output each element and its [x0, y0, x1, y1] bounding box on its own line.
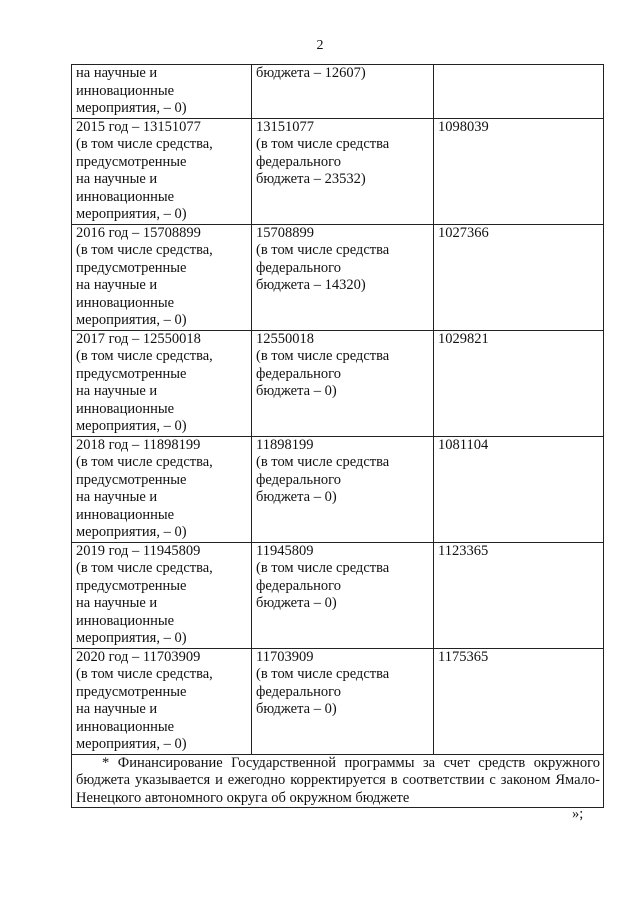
- cell-line: (в том числе средства,: [76, 136, 213, 152]
- cell-line: на научные и: [76, 701, 158, 717]
- cell-line: 1098039: [438, 118, 489, 135]
- table-row: [72, 65, 604, 119]
- cell-line: (в том числе средства,: [76, 560, 213, 576]
- district-budget-cell: [252, 65, 434, 119]
- cell-line: мероприятия, – 0): [76, 100, 187, 116]
- cell-line: мероприятия, – 0): [76, 524, 187, 540]
- table-row: [72, 330, 604, 436]
- table-row: [72, 436, 604, 542]
- district-budget-cell: [252, 330, 434, 436]
- cell-line: инновационные: [76, 718, 175, 735]
- cell-line: мероприятия, – 0): [76, 418, 187, 434]
- cell-line: 15708899: [256, 224, 314, 241]
- cell-line: бюджета – 0): [256, 383, 337, 399]
- cell-line: 2020 год – 11703909: [76, 648, 201, 665]
- extra-funding-cell: [434, 118, 604, 224]
- cell-line: 12550018: [256, 330, 314, 347]
- cell-line: (в том числе средства: [256, 242, 390, 258]
- table-row: [72, 648, 604, 754]
- cell-line: 1123365: [438, 542, 489, 559]
- footnote-row: [72, 754, 604, 808]
- cell-line: 1081104: [438, 436, 489, 453]
- cell-line: бюджета – 0): [256, 489, 337, 505]
- cell-line: на научные и: [76, 277, 158, 293]
- extra-funding-cell: [434, 65, 604, 119]
- cell-line: предусмотренные: [76, 259, 187, 276]
- cell-line: на научные и: [76, 595, 158, 611]
- cell-line: предусмотренные: [76, 471, 187, 488]
- cell-line: инновационные: [76, 400, 175, 417]
- cell-line: федерального: [256, 683, 341, 700]
- cell-line: инновационные: [76, 506, 175, 523]
- cell-line: на научные и: [76, 171, 158, 187]
- cell-line: бюджета – 14320): [256, 277, 366, 293]
- total-funding-cell: [72, 648, 252, 754]
- cell-line: инновационные: [76, 188, 175, 205]
- table-row: [72, 118, 604, 224]
- cell-line: федерального: [256, 365, 341, 382]
- cell-line: инновационные: [76, 612, 175, 629]
- cell-line: инновационные: [76, 294, 175, 311]
- financing-table-body: [72, 65, 604, 755]
- cell-line: 2017 год – 12550018: [76, 330, 201, 347]
- cell-line: 2016 год – 15708899: [76, 224, 201, 241]
- cell-line: (в том числе средства: [256, 136, 390, 152]
- district-budget-cell: [252, 224, 434, 330]
- cell-line: предусмотренные: [76, 577, 187, 594]
- cell-line: 1027366: [438, 224, 489, 241]
- cell-line: мероприятия, – 0): [76, 206, 187, 222]
- cell-line: федерального: [256, 577, 341, 594]
- cell-line: (в том числе средства,: [76, 454, 213, 470]
- extra-funding-cell: [434, 648, 604, 754]
- cell-line: (в том числе средства,: [76, 348, 213, 364]
- total-funding-cell: [72, 65, 252, 119]
- cell-line: (в том числе средства: [256, 348, 390, 364]
- extra-funding-cell: [434, 224, 604, 330]
- cell-line: на научные и: [76, 489, 158, 505]
- cell-line: бюджета – 12607): [256, 65, 366, 81]
- cell-line: на научные и: [76, 383, 158, 399]
- footnote-text: * Финансирование Государственной программы за счет средств окружного бюджета указывается и ежегодно корректируется в соответствии с законом Ямало-Ненецкого автономного округа об окружном бюджете: [76, 754, 600, 806]
- cell-line: инновационные: [76, 82, 175, 99]
- cell-line: бюджета – 23532): [256, 171, 366, 187]
- cell-line: на научные и: [76, 65, 158, 81]
- cell-line: 1029821: [438, 330, 489, 347]
- extra-funding-cell: [434, 330, 604, 436]
- cell-line: 2018 год – 11898199: [76, 436, 201, 453]
- financing-table: [71, 64, 604, 808]
- cell-line: мероприятия, – 0): [76, 736, 187, 752]
- district-budget-cell: [252, 542, 434, 648]
- cell-line: 11703909: [256, 648, 314, 665]
- cell-line: федерального: [256, 153, 341, 170]
- cell-line: мероприятия, – 0): [76, 630, 187, 646]
- cell-line: 11945809: [256, 542, 314, 559]
- cell-line: (в том числе средства: [256, 560, 390, 576]
- table-row: [72, 224, 604, 330]
- total-funding-cell: [72, 330, 252, 436]
- cell-line: федерального: [256, 471, 341, 488]
- closing-quote-mark: »;: [572, 806, 584, 822]
- cell-line: 13151077: [256, 118, 314, 135]
- cell-line: 1175365: [438, 648, 489, 665]
- cell-line: мероприятия, – 0): [76, 312, 187, 328]
- cell-line: предусмотренные: [76, 153, 187, 170]
- cell-line: федерального: [256, 259, 341, 276]
- cell-line: 11898199: [256, 436, 314, 453]
- cell-line: 2015 год – 13151077: [76, 118, 201, 135]
- extra-funding-cell: [434, 436, 604, 542]
- table-row: [72, 542, 604, 648]
- district-budget-cell: [252, 436, 434, 542]
- footnote-cell: [72, 754, 604, 808]
- cell-line: бюджета – 0): [256, 595, 337, 611]
- cell-line: предусмотренные: [76, 365, 187, 382]
- district-budget-cell: [252, 118, 434, 224]
- page-number: 2: [316, 38, 324, 53]
- total-funding-cell: [72, 118, 252, 224]
- extra-funding-cell: [434, 542, 604, 648]
- total-funding-cell: [72, 224, 252, 330]
- total-funding-cell: [72, 542, 252, 648]
- cell-line: (в том числе средства: [256, 454, 390, 470]
- cell-line: (в том числе средства: [256, 666, 390, 682]
- total-funding-cell: [72, 436, 252, 542]
- cell-line: бюджета – 0): [256, 701, 337, 717]
- district-budget-cell: [252, 648, 434, 754]
- cell-line: предусмотренные: [76, 683, 187, 700]
- cell-line: 2019 год – 11945809: [76, 542, 201, 559]
- cell-line: (в том числе средства,: [76, 242, 213, 258]
- cell-line: (в том числе средства,: [76, 666, 213, 682]
